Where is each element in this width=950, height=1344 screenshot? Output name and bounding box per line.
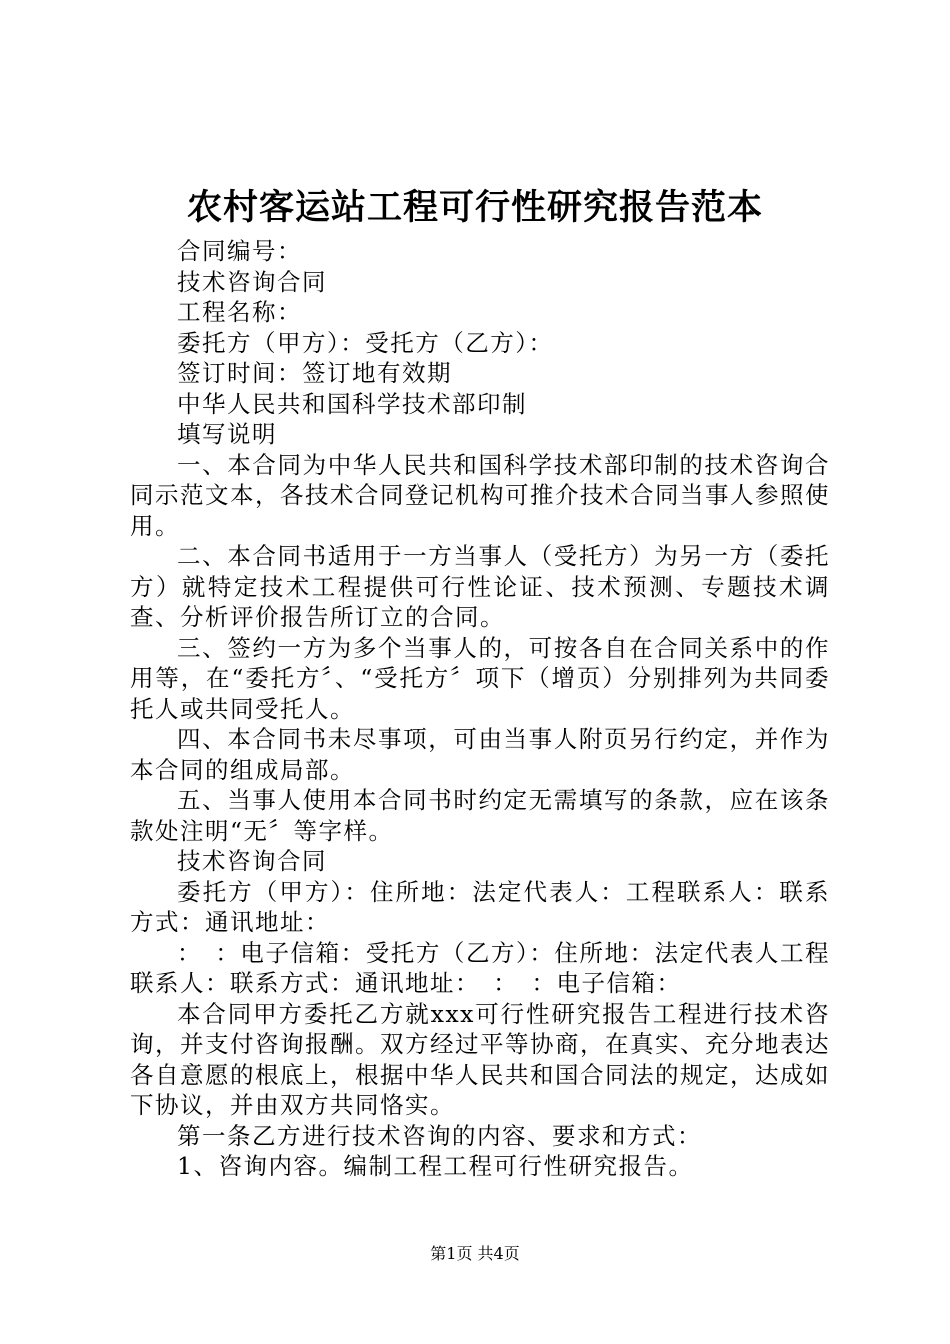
parties-line: 委托方（甲方）：受托方（乙方）：	[177, 328, 554, 357]
instruction-paragraph: 三、签约一方为多个当事人的，可按各自在合同关系中的作用等，在“委托方〞、“受托方〞项下（增页）分别排列为共同委托人或共同受托人。	[130, 633, 830, 723]
document-body	[130, 236, 830, 1182]
issuer-line: 中华人民共和国科学技术部印制	[177, 389, 527, 418]
page-number: 第1页 共4页	[430, 1244, 520, 1263]
consultant-details-paragraph: ： ：电子信箱：受托方（乙方）：住所地：法定代表人工程联系人：联系方式：通讯地址： ： ：电子信箱：	[130, 938, 830, 997]
contract-number-line: 合同编号：	[177, 237, 302, 265]
consulting-content-item: 1、咨询内容。编制工程工程可行性研究报告。	[177, 1152, 694, 1180]
instruction-paragraph: 一、本合同为中华人民共和国科学技术部印制的技术咨询合同示范文本，各技术合同登记机构可推介技术合同当事人参照使用。	[130, 450, 830, 540]
article-one-heading: 第一条乙方进行技术咨询的内容、要求和方式：	[177, 1121, 702, 1150]
instruction-paragraph: 二、本合同书适用于一方当事人（受托方）为另一方（委托方）就特定技术工程提供可行性论证、技术预测、专题技术调查、分析评价报告所订立的合同。	[130, 542, 830, 631]
contract-type-line: 技术咨询合同	[177, 267, 327, 296]
client-details-paragraph: 委托方（甲方）：住所地：法定代表人：工程联系人：联系方式：通讯地址：	[130, 877, 830, 936]
instructions-heading: 填写说明	[177, 420, 277, 448]
signing-info-line: 签订时间：签订地有效期	[177, 359, 452, 387]
project-name-line: 工程名称：	[177, 298, 302, 326]
contract-heading: 技术咨询合同	[177, 847, 327, 875]
instruction-paragraph: 五、当事人使用本合同书时约定无需填写的条款，应在该条款处注明“无〞等字样。	[130, 786, 830, 845]
document-title: 农村客运站工程可行性研究报告范本	[186, 187, 763, 228]
agreement-paragraph: 本合同甲方委托乙方就xxx可行性研究报告工程进行技术咨询，并支付咨询报酬。双方经过平等协商，在真实、充分地表达各自意愿的根底上，根据中华人民共和国合同法的规定，达成如下协议，并由双方共同恪实。	[130, 999, 830, 1119]
instruction-paragraph: 四、本合同书未尽事项，可由当事人附页另行约定，并作为本合同的组成局部。	[130, 725, 830, 784]
